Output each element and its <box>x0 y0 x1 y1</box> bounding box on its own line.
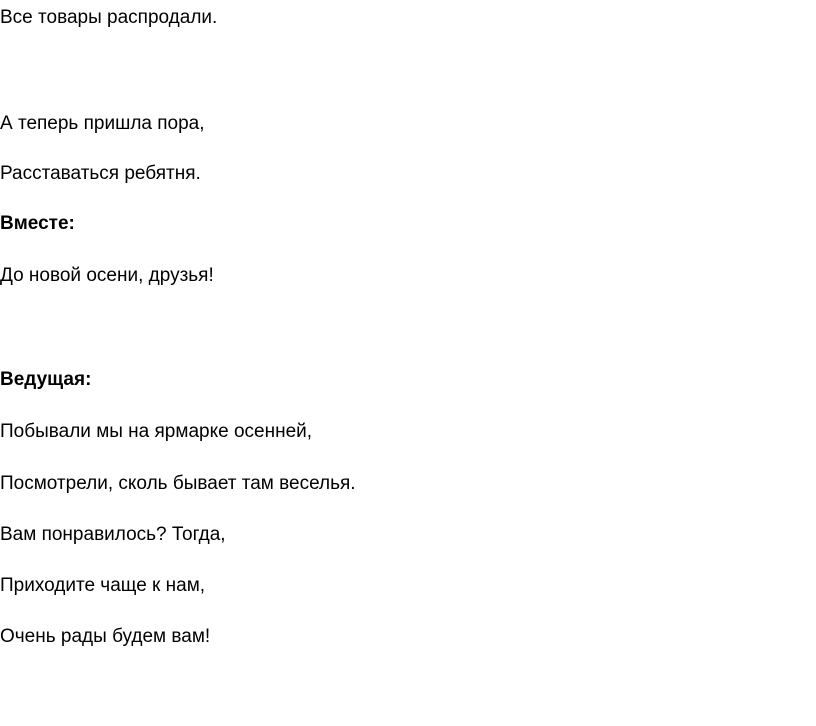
text-line: Приходите чаще к нам, <box>0 575 206 596</box>
speaker-label: Вместе: <box>0 213 75 234</box>
text-line: Очень рады будем вам! <box>0 626 211 647</box>
text-line: Вам понравилось? Тогда, <box>0 524 226 545</box>
text-line: Побывали мы на ярмарке осенней, <box>0 421 313 442</box>
text-line: Посмотрели, сколь бывает там веселья. <box>0 473 356 494</box>
text-line: Все товары распродали. <box>0 7 218 28</box>
text-line: До новой осени, друзья! <box>0 265 214 286</box>
text-line: А теперь пришла пора, <box>0 113 205 134</box>
text-line: Расставаться ребятня. <box>0 163 201 184</box>
speaker-label: Ведущая: <box>0 369 92 390</box>
